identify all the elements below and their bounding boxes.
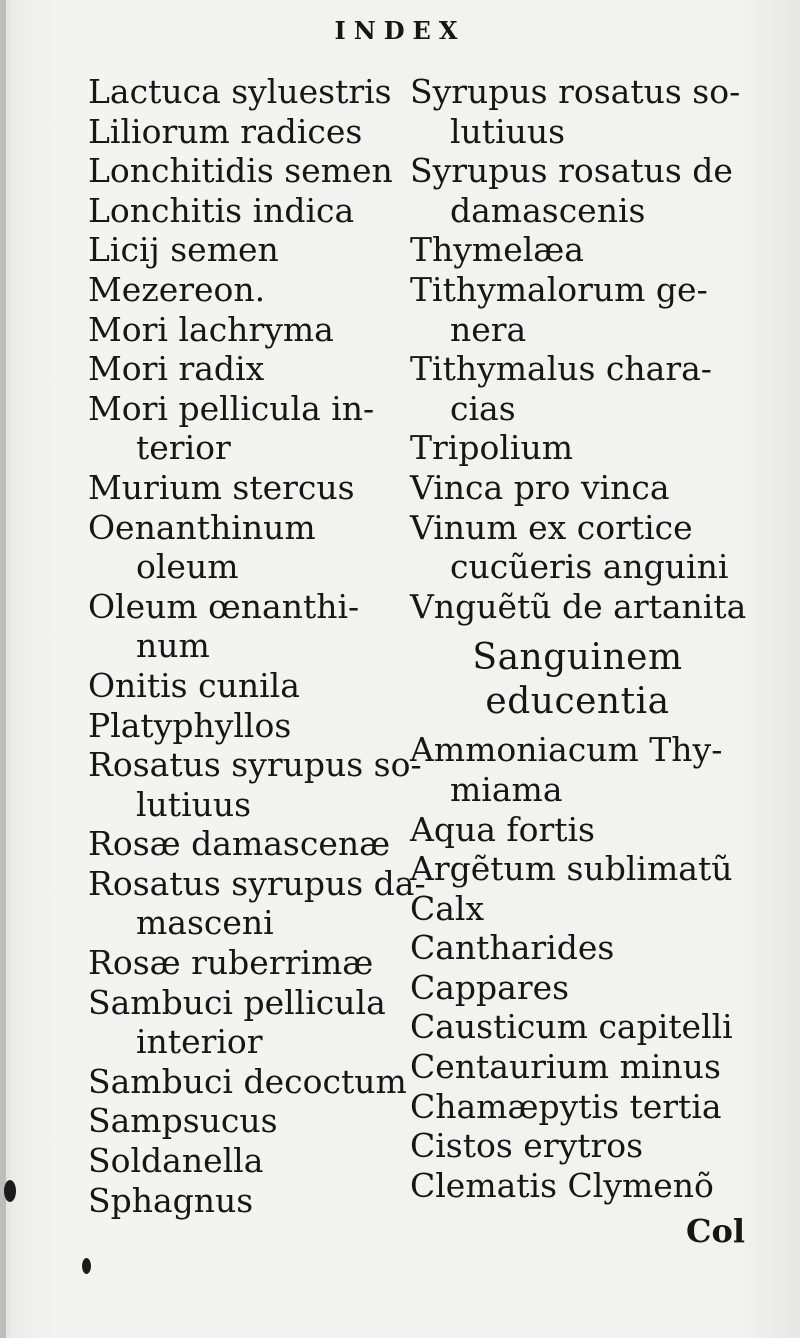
section-heading-line: Sanguinem	[472, 637, 683, 679]
index-entry: Clematis Clymenõ	[410, 1165, 714, 1205]
index-entry: Rosæ ruberrimæ	[88, 943, 374, 983]
section-heading-line: educentia	[485, 681, 670, 723]
index-entry: Lactuca syluestris	[88, 72, 392, 111]
index-entry: Lonchitidis semen	[88, 151, 393, 191]
index-entry: Syrupus rosatus de damascenis	[410, 151, 733, 230]
index-entry: Sphagnus	[88, 1180, 254, 1220]
index-entry: Syrupus rosatus so- lutiuus	[410, 72, 741, 151]
index-entry: Rosatus syrupus so- lutiuus	[88, 745, 422, 824]
index-entry: Centaurium minus	[410, 1047, 721, 1087]
index-entry: Oleum œnanthi- num	[88, 586, 360, 666]
section-heading	[410, 636, 745, 724]
index-entry: Sambuci pellicula interior	[88, 982, 386, 1062]
index-entry: Vnguẽtũ de artanita	[410, 586, 747, 626]
index-entry: Calx	[410, 888, 485, 928]
index-entry: Tithymalus chara- cias	[410, 349, 712, 428]
page-gutter	[0, 0, 6, 1338]
index-entry: Lonchitis indica	[88, 190, 355, 230]
index-entry: Thymelæa	[410, 230, 584, 270]
index-entry: Onitis cunila	[88, 665, 300, 705]
catchword: Col	[686, 1212, 745, 1250]
index-entry: Sambuci decoctum	[88, 1061, 407, 1101]
index-entry: Argẽtum sublimatũ	[410, 849, 733, 889]
index-entry: Platyphyllos	[88, 705, 292, 745]
index-entry: Mori lachryma	[88, 309, 334, 349]
index-entry: Soldanella	[88, 1141, 264, 1181]
index-entry: Cappares	[410, 967, 570, 1007]
index-column-left	[88, 72, 426, 1220]
index-entry: Rosæ damascenæ	[88, 824, 391, 864]
page-header: INDEX	[334, 16, 466, 45]
index-entry: Sampsucus	[88, 1101, 278, 1141]
index-entry: Mori radix	[88, 349, 265, 389]
index-column-right	[410, 72, 745, 1205]
binding-hole-mark	[82, 1258, 91, 1274]
index-entry: Aqua fortis	[410, 809, 595, 849]
index-entry: Oenanthinum oleum	[88, 507, 316, 587]
index-entry: Licij semen	[88, 230, 279, 270]
index-entry: Causticum capitelli	[410, 1007, 733, 1047]
index-entry: Vinca pro vinca	[410, 467, 670, 507]
index-entry: Chamæpytis tertia	[410, 1086, 722, 1126]
index-entry: Liliorum radices	[88, 111, 363, 151]
binding-hole-mark	[4, 1180, 16, 1202]
index-entry: Ammoniacum Thy- miama	[410, 730, 723, 809]
index-entry: Mori pellicula in- terior	[88, 388, 375, 468]
index-entry: Cantharides	[410, 928, 615, 968]
index-entry: Tripolium	[410, 428, 573, 468]
index-entry: Tithymalorum ge- nera	[410, 269, 708, 349]
index-entry: Rosatus syrupus da- masceni	[88, 863, 426, 943]
index-entry: Murium stercus	[88, 467, 355, 507]
index-entry: Mezereon.	[88, 269, 266, 309]
index-entry: Cistos erytros	[410, 1126, 644, 1166]
index-entry: Vinum ex cortice cucũeris anguini	[410, 507, 729, 587]
